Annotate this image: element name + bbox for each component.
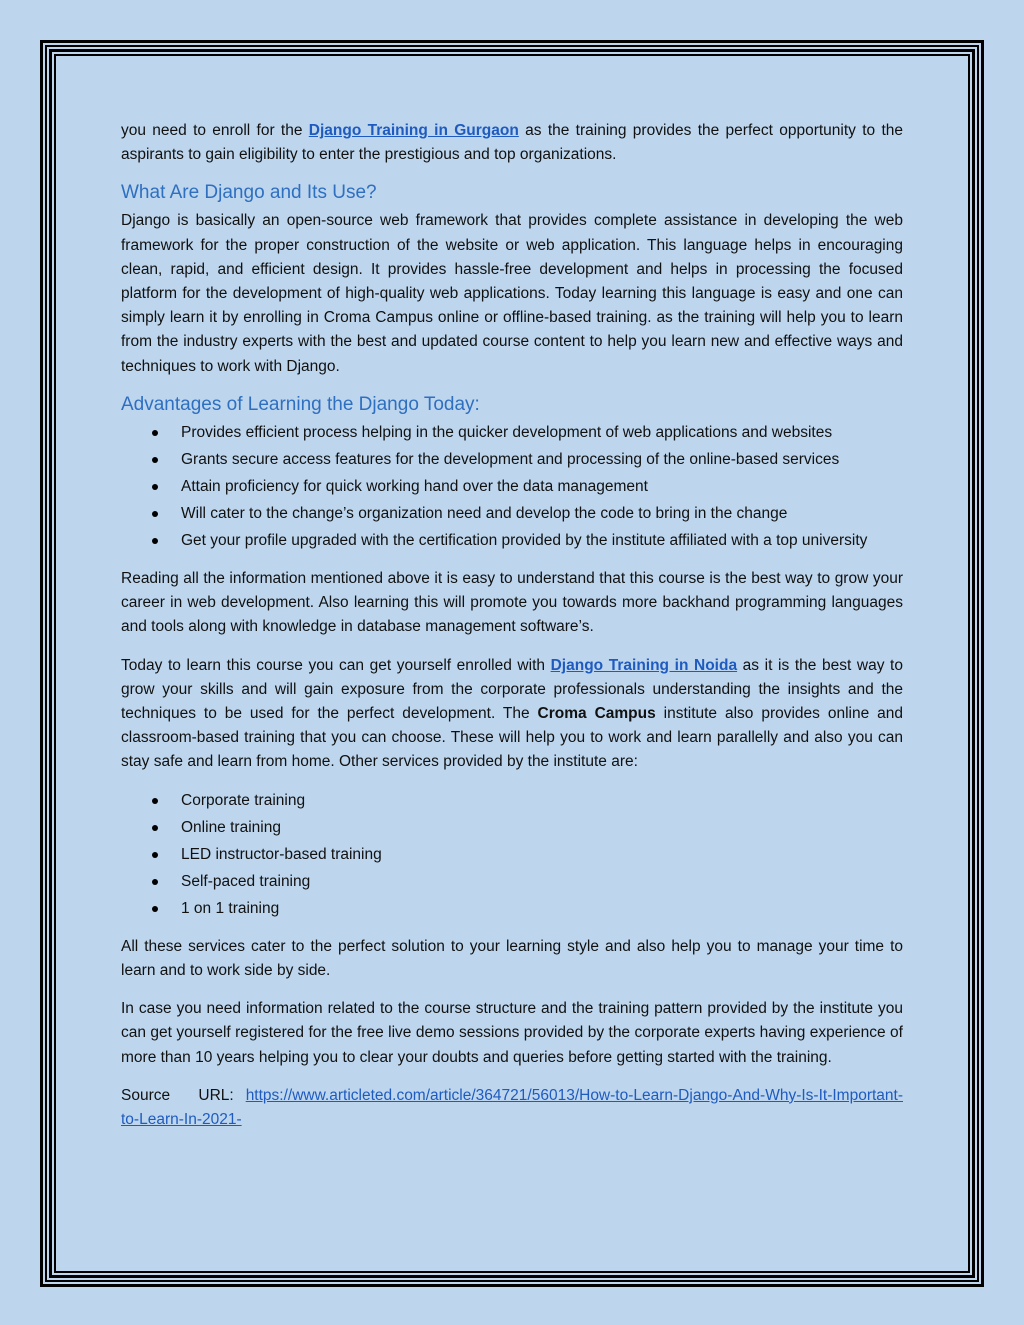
today-text-middle: as it is the best way to grow your skills and will gain exposure from the corporate professionals understanding the insights and the techniques to be used for the perfect development. The bbox=[121, 656, 903, 723]
list-item-text: Get your profile upgraded with the certification provided by the institute affiliated with a top university bbox=[181, 531, 868, 549]
reading-paragraph: Reading all the information mentioned above it is easy to understand that this course is the best way to grow your career in web development. Also learning this will promote you towards more backhand programming languages and tools along with knowledge in database management software’s. bbox=[121, 570, 903, 636]
list-item bbox=[181, 789, 903, 813]
source-label: Source URL: bbox=[121, 1086, 234, 1104]
django-training-noida-link[interactable]: Django Training in Noida bbox=[550, 656, 738, 674]
bullet-icon bbox=[152, 825, 158, 831]
services-list bbox=[121, 789, 903, 921]
list-item-text: 1 on 1 training bbox=[181, 899, 280, 917]
list-item-text: Provides efficient process helping in the quicker development of web applications and websites bbox=[181, 423, 833, 441]
bullet-icon bbox=[152, 430, 158, 436]
list-item bbox=[181, 421, 903, 445]
section-heading-advantages: Advantages of Learning the Django Today: bbox=[121, 393, 480, 415]
bullet-icon bbox=[152, 798, 158, 804]
bullet-icon bbox=[152, 852, 158, 858]
section-heading-what-is-django: What Are Django and Its Use? bbox=[121, 182, 377, 204]
list-item-text: Corporate training bbox=[181, 791, 306, 809]
source-url-line bbox=[121, 1084, 903, 1132]
document-body bbox=[121, 119, 903, 1146]
bullet-icon bbox=[152, 906, 158, 912]
django-training-gurgaon-link[interactable]: Django Training in Gurgaon bbox=[308, 122, 519, 139]
in-case-paragraph: In case you need information related to the course structure and the training pattern provided by the institute you can get yourself registered for the free live demo sessions provided by the corporate experts having experience of more than 10 years helping you to clear your doubts and queries before getting started with the training. bbox=[121, 1000, 903, 1066]
list-item bbox=[181, 897, 903, 921]
list-item-text: Will cater to the change’s organization need and develop the code to bring in the change bbox=[181, 504, 788, 522]
list-item-text: Grants secure access features for the development and processing of the online-based services bbox=[181, 450, 840, 468]
bullet-icon bbox=[152, 457, 158, 463]
all-services-paragraph: All these services cater to the perfect solution to your learning style and also help you to manage your time to learn and to work side by side. bbox=[121, 937, 903, 980]
today-text-after: institute also provides online and classroom-based training that you can choose. These will help you to work and learn parallelly and also you can stay safe and learn from home. Other services provided by the institute are: bbox=[121, 705, 903, 771]
source-url-link[interactable]: https://www.articleted.com/article/364721/56013/How-to-Learn-Django-And-Why-Is-It-Important-to-Learn-In-2021- bbox=[121, 1086, 903, 1129]
list-item-text: Self-paced training bbox=[181, 872, 311, 890]
list-item bbox=[181, 870, 903, 894]
list-item bbox=[181, 529, 903, 553]
bullet-icon bbox=[152, 879, 158, 885]
list-item bbox=[181, 448, 903, 472]
intro-paragraph bbox=[121, 119, 903, 167]
advantages-list bbox=[121, 421, 903, 553]
list-item-text: LED instructor-based training bbox=[181, 845, 382, 863]
intro-text-after: as the training provides the perfect opportunity to the aspirants to gain eligibility to enter the prestigious and top organizations. bbox=[121, 122, 903, 164]
today-paragraph bbox=[121, 654, 903, 775]
intro-text-before: you need to enroll for the bbox=[121, 122, 309, 139]
croma-campus-bold: Croma Campus bbox=[537, 705, 656, 723]
list-item bbox=[181, 502, 903, 526]
list-item bbox=[181, 843, 903, 867]
list-item-text: Attain proficiency for quick working hand over the data management bbox=[181, 477, 648, 495]
section-what-is-django-body: Django is basically an open-source web framework that provides complete assistance in developing the web framework for the proper construction of the website or web application. This language helps in encouraging clean, rapid, and efficient design. It provides hassle-free development and helps in processing the focused platform for the development of high-quality web applications. Today learning this language is easy and one can simply learn it by enrolling in Croma Campus online or offline-based training. as the training will help you to learn from the industry experts with the best and updated course content to help you learn new and effective ways and techniques to work with Django. bbox=[121, 212, 903, 375]
bullet-icon bbox=[152, 538, 158, 544]
bullet-icon bbox=[152, 484, 158, 490]
bullet-icon bbox=[152, 511, 158, 517]
list-item bbox=[181, 475, 903, 499]
list-item-text: Online training bbox=[181, 818, 281, 836]
list-item bbox=[181, 816, 903, 840]
today-text-before: Today to learn this course you can get yourself enrolled with bbox=[121, 656, 551, 674]
